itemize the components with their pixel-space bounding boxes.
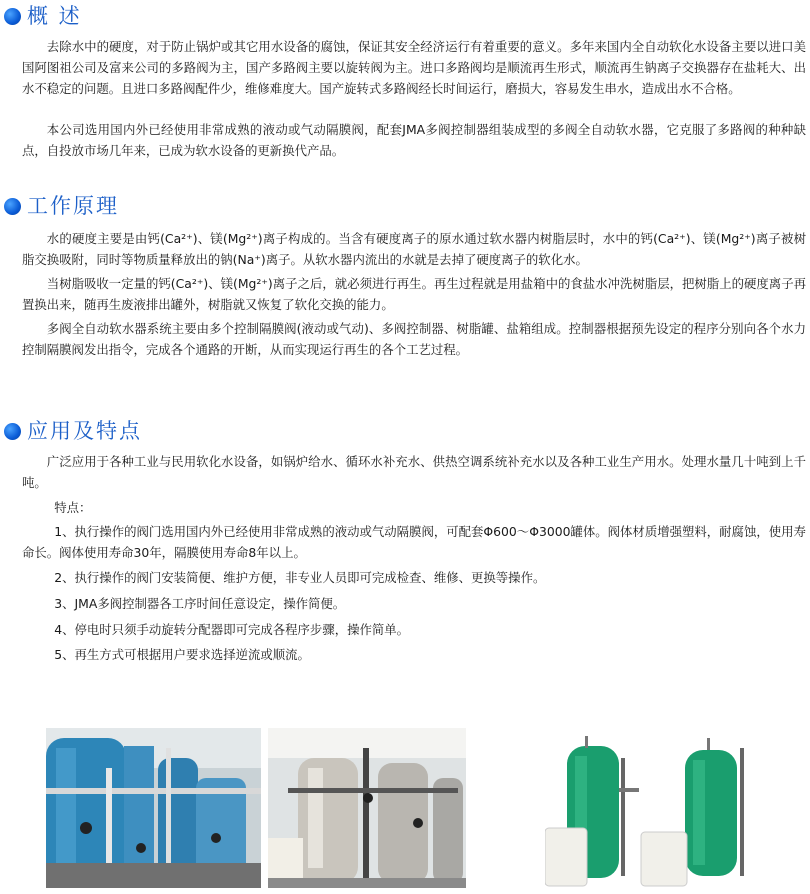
bullet-dot-icon bbox=[4, 198, 21, 215]
feature-item-3: 3、JMA多阀控制器各工序时间任意设定，操作简便。 bbox=[54, 596, 346, 611]
equipment-photo-2 bbox=[268, 728, 466, 888]
feature-item-5: 5、再生方式可根据用户要求选择逆流或顺流。 bbox=[54, 647, 310, 662]
feature-item-1: 1、执行操作的阀门选用国内外已经使用非常成熟的液动或气动隔膜阀，可配套Φ600～Φ3000罐体。阀体材质增强塑料，耐腐蚀，使用寿命长。阀体使用寿命30年，隔膜使用寿命8年以上。 bbox=[22, 524, 806, 560]
section-heading-overview bbox=[4, 4, 82, 28]
section-heading-application bbox=[4, 419, 142, 443]
section-heading-principle bbox=[4, 194, 119, 218]
feature-item-2: 2、执行操作的阀门安装简便、维护方便，非专业人员即可完成检查、维修、更换等操作。 bbox=[54, 570, 546, 585]
equipment-photo-1 bbox=[46, 728, 261, 888]
principle-paragraph-2: 当树脂吸收一定量的钙(Ca²⁺)、镁(Mg²⁺)离子之后，就必须进行再生。再生过程就是用盐箱中的食盐水冲洗树脂层，把树脂上的硬度离子再置换出来，随再生废液排出罐外，树脂就又恢复了软化交换的能力。 bbox=[22, 276, 806, 312]
bullet-dot-icon bbox=[4, 8, 21, 25]
principle-paragraph-1: 水的硬度主要是由钙(Ca²⁺)、镁(Mg²⁺)离子构成的。当含有硬度离子的原水通过软水器内树脂层时，水中的钙(Ca²⁺)、镁(Mg²⁺)离子被树脂交换吸附，同时等物质量释放出的钠(Na⁺)离子。从软水器内流出的水就是去掉了硬度离子的软化水。 bbox=[22, 231, 806, 267]
heading-text: 概 述 bbox=[27, 4, 82, 28]
overview-paragraph-2: 本公司选用国内外已经使用非常成熟的液动或气动隔膜阀，配套JMA多阀控制器组装成型的多阀全自动软水器，它克服了多路阀的种种缺点，自投放市场几年来，已成为软水设备的更新换代产品。 bbox=[22, 122, 806, 158]
feature-item-4: 4、停电时只须手动旋转分配器即可完成各程序步骤，操作简单。 bbox=[54, 622, 410, 637]
principle-paragraph-3: 多阀全自动软水器系统主要由多个控制隔膜阀(液动或气动)、多阀控制器、树脂罐、盐箱组成。控制器根据预先设定的程序分别向各个水力控制隔膜阀发出指令，完成各个通路的开断，从而实现运行再生的各个工艺过程。 bbox=[22, 321, 806, 357]
application-paragraph: 广泛应用于各种工业与民用软化水设备，如锅炉给水、循环水补充水、供热空调系统补充水以及各种工业生产用水。处理水量几十吨到上千吨。 bbox=[22, 454, 806, 490]
features-label: 特点： bbox=[54, 500, 92, 515]
overview-paragraph-1: 去除水中的硬度，对于防止锅炉或其它用水设备的腐蚀，保证其安全经济运行有着重要的意义。多年来国内全自动软化水设备主要以进口美国阿图祖公司及富来公司的多路阀为主，国产多路阀主要以旋转阀为主。进口多路阀均是顺流再生形式，顺流再生钠离子交换器存在盐耗大、出水不稳定的问题。且进口多路阀配件少，维修难度大。国产旋转式多路阀经长时间运行，磨损大，容易发生串水，造成出水不合格。 bbox=[22, 39, 806, 96]
bullet-dot-icon bbox=[4, 423, 21, 440]
heading-text: 工作原理 bbox=[27, 194, 119, 218]
equipment-photo-3 bbox=[545, 728, 760, 888]
heading-text: 应用及特点 bbox=[27, 419, 142, 443]
